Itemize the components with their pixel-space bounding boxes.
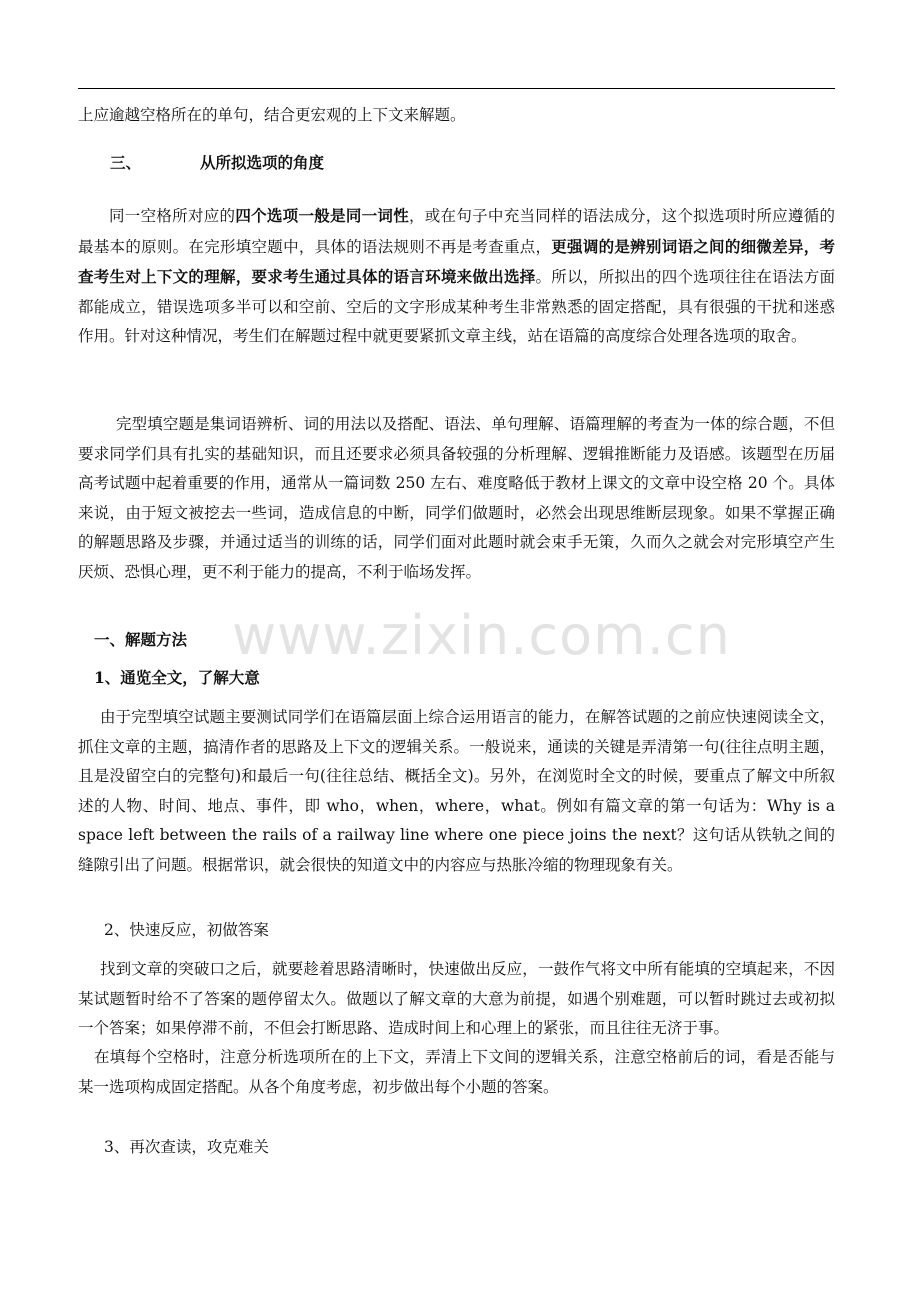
paragraph-fill-blanks: 在填每个空格时，注意分析选项所在的上下文，弄清上下文间的逻辑关系，注意空格前后的词，看是否能与某一选项构成固定搭配。从各个角度考虑，初步做出每个小题的答案。	[78, 1048, 835, 1096]
section-3-number: 三、	[110, 153, 142, 172]
continuation-line: 上应逾越空格所在的单句，结合更宏观的上下文来解题。	[78, 106, 466, 124]
para1-text-1: 同一空格所对应的	[109, 207, 236, 225]
subheading-1: 1、通览全文，了解大意	[94, 668, 260, 687]
section-3-title: 从所拟选项的角度	[200, 153, 325, 172]
paragraph-read-through: 由于完型填空试题主要测试同学们在语篇层面上综合运用语言的能力，在解答试题的之前应快速阅读全文，抓住文章的主题，搞清作者的思路及上下文的逻辑关系。一般说来，通读的关键是弄清第一句(往往点明主题，且是没留空白的完整句)和最后一句(往往总结、概括全文)。另外，在浏览时全文的时候，要重点了解文中所叙述的人物、时间、地点、事件，即 who，when，where，what。例如有篇文章的第一句话为：Why is a space left between the rails of a railway line where one piece joins the next？这句话从铁轨之间的缝隙引出了问题。根据常识，就会很快的知道文中的内容应与热胀冷缩的物理现象有关。	[78, 708, 835, 874]
paragraph-quick-response: 找到文章的突破口之后，就要趁着思路清晰时，快速做出反应，一鼓作气将文中所有能填的空填起来，不因某试题暂时给不了答案的题停留太久。做题以了解文章的大意为前提，如遇个别难题，可以暂时跳过去或初拟一个答案；如果停滞不前，不但会打断思路、造成时间上和心理上的紧张，而且往往无济于事。	[78, 960, 835, 1037]
para1-bold-2: 更强调的是辨别词语之间的细微差异，考查考生对上下文的理解，要求考生通过具体的语言环境来做出选择	[78, 236, 835, 286]
header-rule	[78, 88, 835, 89]
heading-methods: 一、解题方法	[94, 630, 188, 649]
subheading-2: 2、快速反应，初做答案	[104, 921, 269, 939]
watermark: www.zixin.com.cn	[232, 604, 731, 667]
para1-text-2: ，或在句子中充当同样的语法成分，这个拟选项时所应遵循的最基本的原则。在完形填空题中，具体的语法规则不再是考查重点，	[78, 207, 835, 256]
para1-text-3: 。所以，所拟出的四个选项往往在语法方面都能成立，错误选项多半可以和空前、空后的文字形成某种考生非常熟悉的固定搭配，具有很强的干扰和迷惑作用。针对这种情况，考生们在解题过程中就更要紧抓文章主线，站在语篇的高度综合处理各选项的取舍。	[78, 268, 835, 345]
subheading-3: 3、再次查读，攻克难关	[104, 1138, 269, 1156]
paragraph-intro: 完型填空题是集词语辨析、词的用法以及搭配、语法、单句理解、语篇理解的考查为一体的综合题，不但要求同学们具有扎实的基础知识，而且还要求必须具备较强的分析理解、逻辑推断能力及语感。该题型在历届高考试题中起着重要的作用，通常从一篇词数 250 左右、难度略低于教材上课文的文章中设空格 20 个。具体来说，由于短文被挖去一些词，造成信息的中断，同学们做题时，必然会出现思维断层现象。如果不掌握正确的解题思路及步骤，并通过适当的训练的话，同学们面对此题时就会束手无策，久而久之就会对完形填空产生厌烦、恐惧心理，更不利于能力的提高，不利于临场发挥。	[78, 415, 835, 581]
para1-bold-1: 四个选项一般是同一词性	[235, 206, 409, 225]
paragraph-options	[78, 201, 835, 352]
